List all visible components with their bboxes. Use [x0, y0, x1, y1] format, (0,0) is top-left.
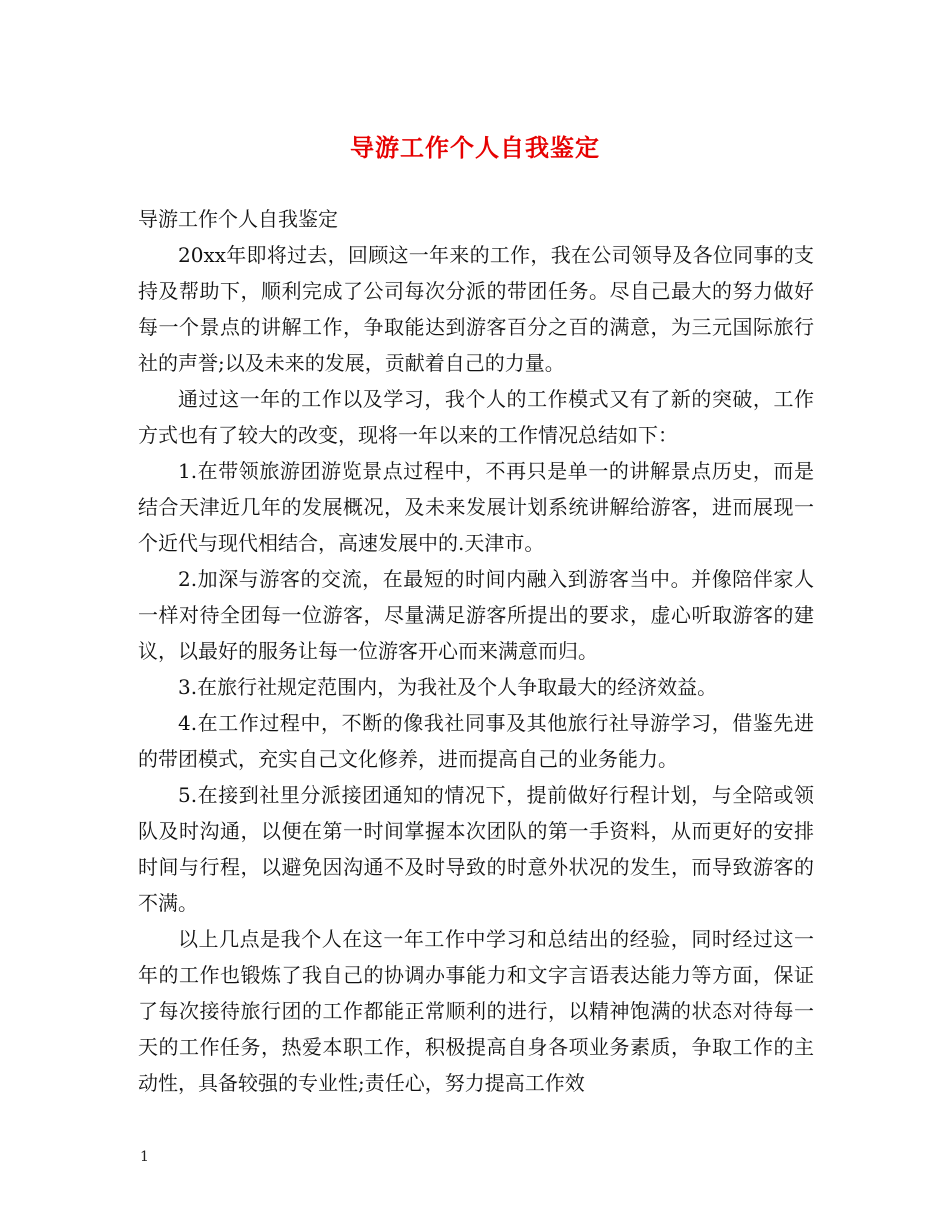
paragraph-point-2: 2.加深与游客的交流，在最短的时间内融入到游客当中。并像陪伴家人一样对待全团每一位游客，尽量满足游客所提出的要求，虚心听取游客的建议，以最好的服务让每一位游客开心而来满意而归。: [138, 567, 814, 663]
page-number: 1: [140, 1149, 149, 1165]
document-title: 导游工作个人自我鉴定: [350, 133, 600, 162]
paragraph-conclusion: 以上几点是我个人在这一年工作中学习和总结出的经验，同时经过这一年的工作也锻炼了我自己的协调办事能力和文字言语表达能力等方面，保证了每次接待旅行团的工作都能正常顺利的进行，以精神饱满的状态对待每一天的工作任务，热爱本职工作，积极提高自身各项业务素质，争取工作的主动性，具备较强的专业性;责任心，努力提高工作效: [138, 927, 814, 1095]
paragraph-intro: 20xx年即将过去，回顾这一年来的工作，我在公司领导及各位同事的支持及帮助下，顺利完成了公司每次分派的带团任务。尽自己最大的努力做好每一个景点的讲解工作，争取能达到游客百分之百的满意，为三元国际旅行社的声誉;以及未来的发展，贡献着自己的力量。: [138, 243, 814, 375]
paragraph-point-5: 5.在接到社里分派接团通知的情况下，提前做好行程计划，与全陪或领队及时沟通，以便在第一时间掌握本次团队的第一手资料，从而更好的安排时间与行程，以避免因沟通不及时导致的时意外状况的发生，而导致游客的不满。: [138, 783, 814, 915]
paragraph-point-4: 4.在工作过程中，不断的像我社同事及其他旅行社导游学习，借鉴先进的带团模式，充实自己文化修养，进而提高自己的业务能力。: [138, 711, 814, 771]
paragraph-point-3: 3.在旅行社规定范围内，为我社及个人争取最大的经济效益。: [178, 675, 718, 699]
paragraph-subtitle: 导游工作个人自我鉴定: [138, 207, 338, 231]
document-body: [138, 201, 814, 1101]
paragraph-summary-lead: 通过这一年的工作以及学习，我个人的工作模式又有了新的突破，工作方式也有了较大的改变，现将一年以来的工作情况总结如下：: [138, 387, 814, 447]
paragraph-point-1: 1.在带领旅游团游览景点过程中，不再只是单一的讲解景点历史，而是结合天津近几年的发展概况，及未来发展计划系统讲解给游客，进而展现一个近代与现代相结合，高速发展中的.天津市。: [138, 459, 814, 555]
